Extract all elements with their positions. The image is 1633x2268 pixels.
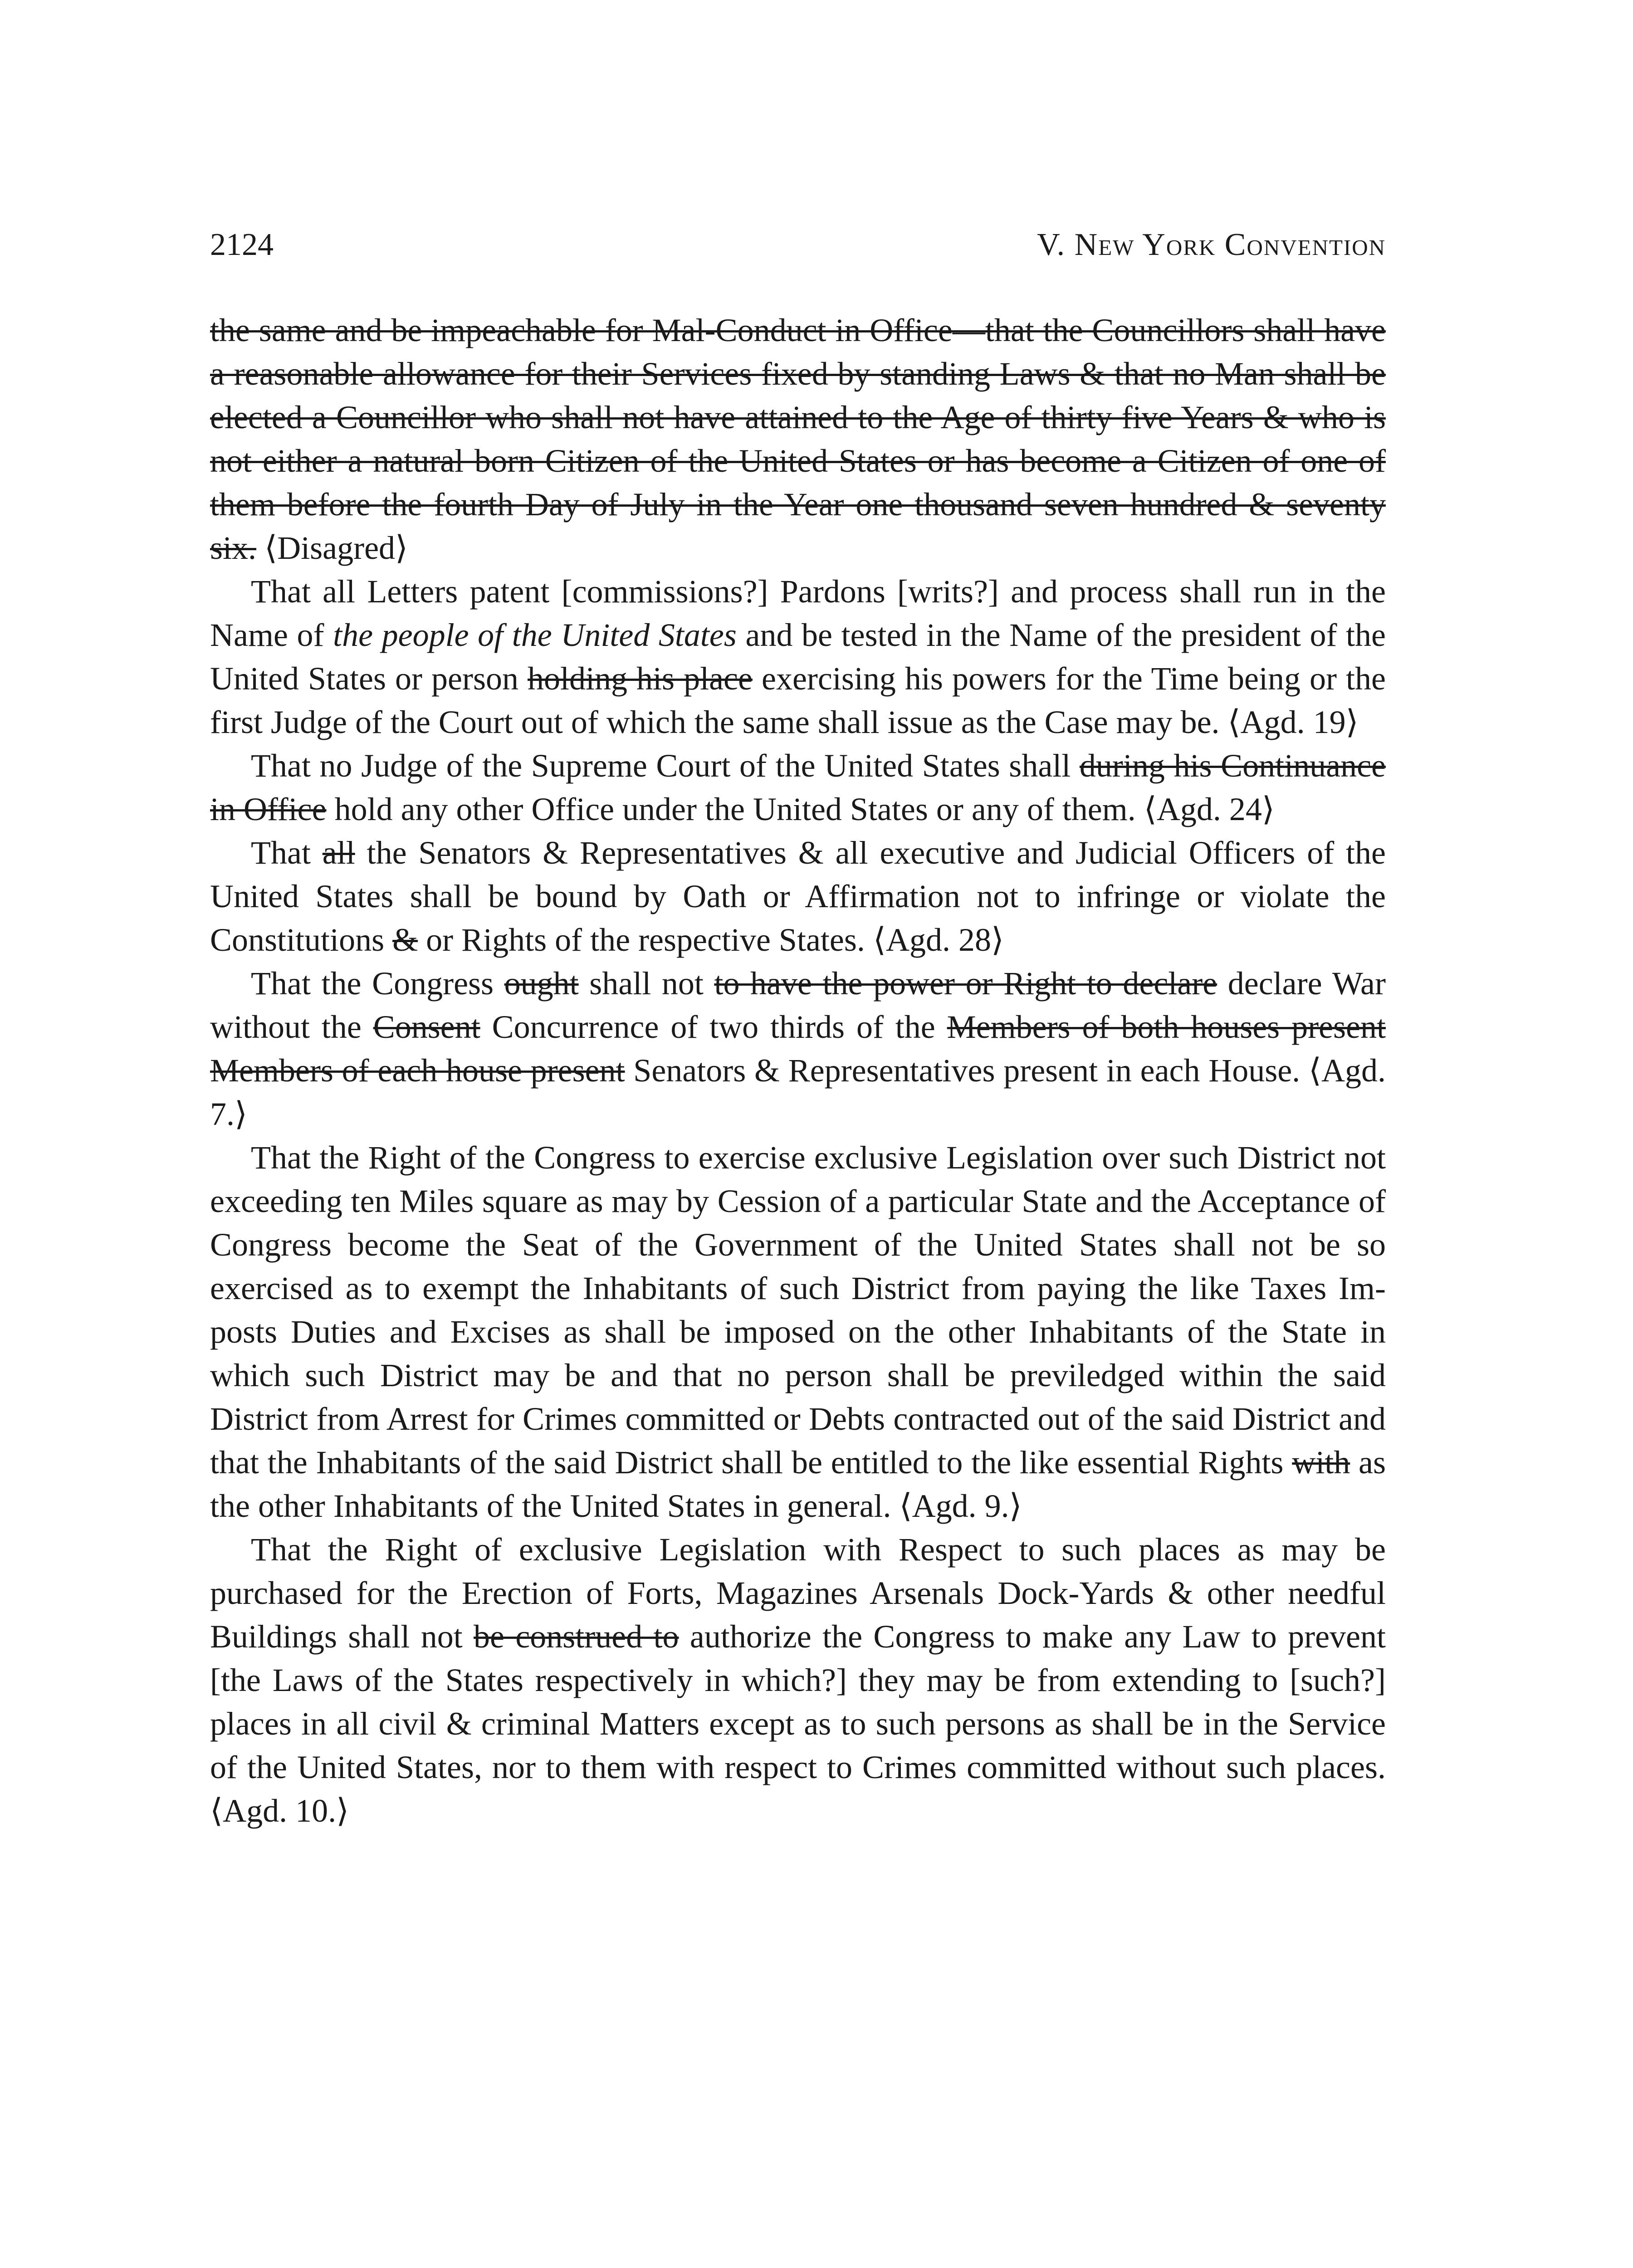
text-segment: Senators & Representatives present in each House. ⟨Agd. 7.⟩	[210, 1052, 1386, 1132]
text-segment: shall not	[578, 965, 714, 1002]
struck-text: be construed to	[474, 1618, 679, 1655]
text-segment: That the Right of the Congress to exercise exclusive Legislation over such District not exceeding ten Miles square as may by Cession of a particular State and the Acceptance of Congress become the Seat of the Government of the United States shall not be so exercised as to exempt the Inhabitants of such District from paying the like Taxes Imposts Duties and Excises as shall be imposed on the other Inhabitants of the State in which such District may be and that no person shall be previledged within the said District from Arrest for Crimes committed or Debts contracted out of the said District and that the Inhabitants of the said District shall be entitled to the like essential Rights	[210, 1139, 1386, 1481]
text-segment: and be tested in the Name of the president of the United States or person	[210, 617, 1386, 697]
struck-text: ought	[504, 965, 579, 1002]
text-segment: or Rights of the respective States. ⟨Agd. 28⟩	[418, 922, 1004, 958]
running-head	[210, 218, 1386, 272]
text-segment: the Senators & Representatives & all executive and Judicial Officers of the United States shall be bound by Oath or Affirmation not to infringe or violate the Constitutions	[210, 835, 1386, 958]
text-segment: That the Congress	[251, 965, 504, 1002]
text-segment: as the other Inhabitants of the United States in general. ⟨Agd. 9.⟩	[210, 1444, 1386, 1524]
struck-text: Members of both houses present	[947, 1009, 1386, 1045]
text-segment: That all Letters patent [commissions?] Pardons [writs?] and process shall run in the Name of	[210, 573, 1386, 653]
text-segment: That	[251, 835, 323, 871]
struck-text: the same and be impeachable for Mal-Conduct in Office—that the Councillors shall have a reasonable allowance for their Services fixed by standing Laws & that no Man shall be elected a Councillor who shall not have attained to the Age of thirty five Years & who is not either a natural born Citizen of the United States or has become a Citizen of one of them before the fourth Day of July in the Year one thousand seven hundred & seventy six.	[210, 312, 1386, 566]
paragraph	[210, 308, 1386, 570]
paragraph	[210, 962, 1386, 1136]
page-number: 2124	[210, 227, 274, 262]
paragraph	[210, 744, 1386, 831]
body-text	[210, 308, 1386, 1833]
text-segment: authorize the Congress to make any Law to prevent [the Laws of the States respectively in which?] they may be from extending to [such?] places in all civil & criminal Matters except as to such persons as shall be in the Service of the United States, nor to them with respect to Crimes committed without such places. ⟨Agd. 10.⟩	[210, 1618, 1386, 1829]
text-segment: That no Judge of the Supreme Court of the United States shall	[251, 748, 1080, 784]
running-title: V. New York Convention	[1037, 227, 1386, 262]
struck-text: &	[392, 922, 418, 958]
struck-text: Members of each house present	[210, 1052, 625, 1089]
paragraph	[210, 570, 1386, 744]
text-segment: exercising his powers for the Time being or the first Judge of the Court out of which the same shall issue as the Case may be. ⟨Agd. 19⟩	[210, 660, 1386, 740]
struck-text: holding his place	[528, 660, 753, 697]
text-segment: ⟨Disagred⟩	[256, 530, 408, 566]
paragraph	[210, 831, 1386, 962]
struck-text: during his Continuance in Office	[210, 748, 1386, 827]
paragraph	[210, 1528, 1386, 1833]
struck-text: with	[1292, 1444, 1350, 1481]
struck-text: to have the power or Right to declare	[714, 965, 1217, 1002]
text-segment: Concurrence of two thirds of the	[480, 1009, 947, 1045]
italic-text: the people of the United States	[333, 617, 737, 653]
paragraph	[210, 1136, 1386, 1528]
text-segment: declare War without the	[210, 965, 1386, 1045]
text-segment: hold any other Office under the United States or any of them. ⟨Agd. 24⟩	[326, 791, 1275, 827]
struck-text: all	[322, 835, 355, 871]
struck-text: Consent	[373, 1009, 480, 1045]
text-segment: That the Right of exclusive Legislation with Respect to such places as may be purchased for the Erection of Forts, Magazines Arsenals Dock-Yards & other needful Buildings shall not	[210, 1531, 1386, 1655]
